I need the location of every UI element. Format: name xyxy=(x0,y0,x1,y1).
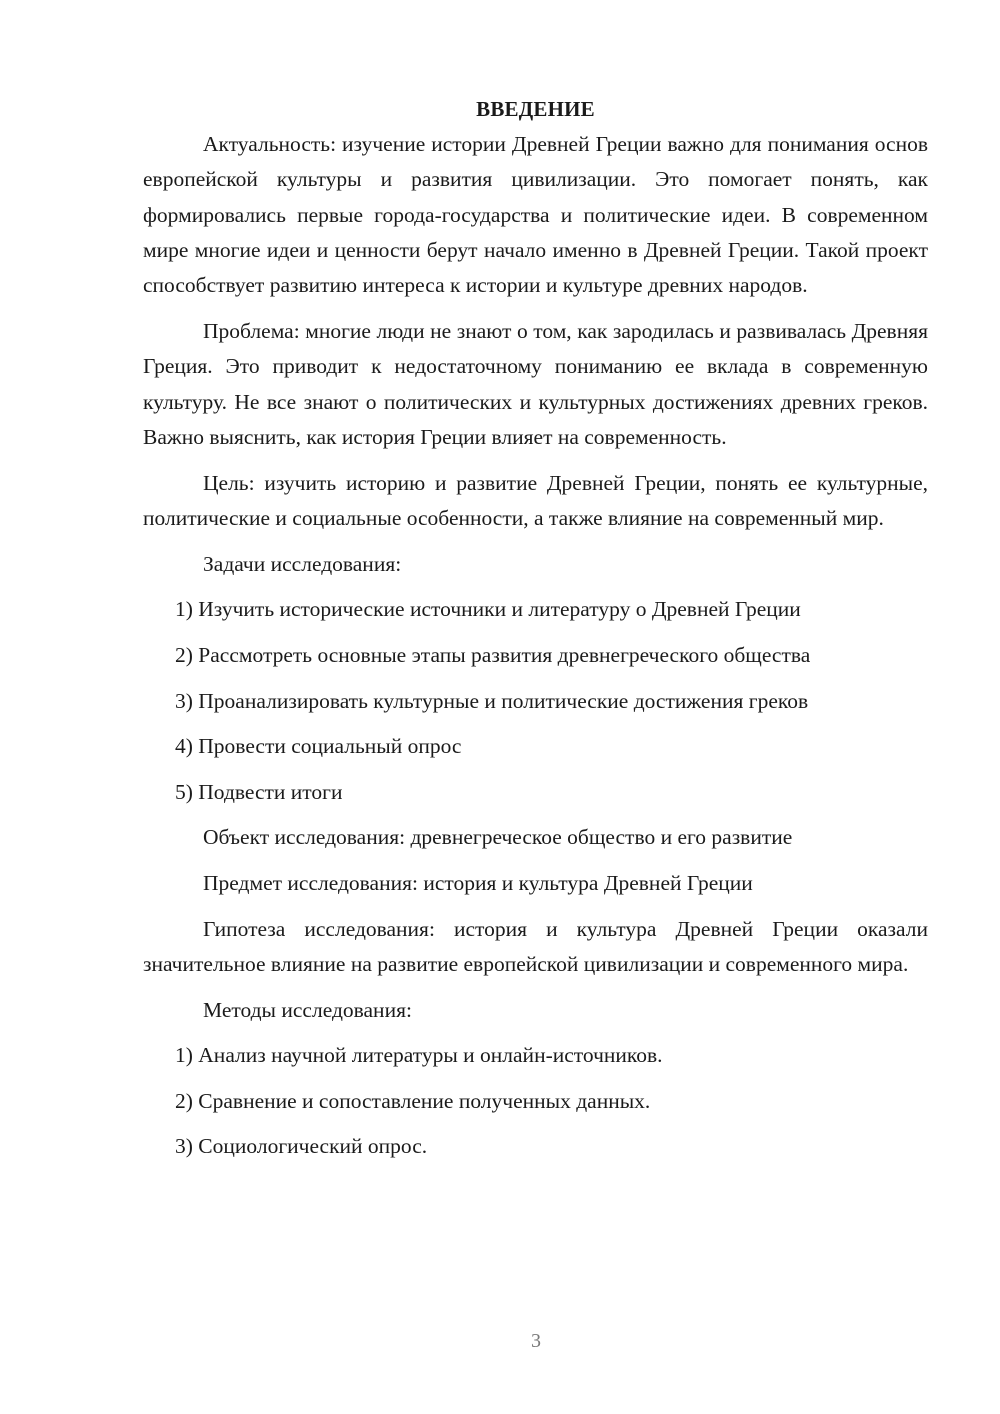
research-object: Объект исследования: древнегреческое общество и его развитие xyxy=(203,825,793,850)
task-item: 1) Изучить исторические источники и литературу о Древней Греции xyxy=(175,597,801,622)
task-item: 5) Подвести итоги xyxy=(175,779,343,804)
task-item: 4) Провести социальный опрос xyxy=(175,734,462,759)
research-subject: Предмет исследования: история и культура Древней Греции xyxy=(203,870,753,895)
method-item: 3) Социологический опрос. xyxy=(175,1134,428,1159)
section-title: ВВЕДЕНИЕ xyxy=(476,97,595,121)
hypothesis-paragraph: Гипотеза исследования: история и культура Древней Греции оказали значительное влияние на развитие европейской цивилизации и современного мира. xyxy=(143,916,928,976)
relevance-paragraph: Актуальность: изучение истории Древней Греции важно для понимания основ европейской культуры и развития цивилизации. Это помогает понять, как формировались первые города-государства и политические идеи. В современном мире многие идеи и ценности берут начало именно в Древней Греции. Такой проект способствует развитию интереса к истории и культуре древних народов. xyxy=(143,132,928,298)
goal-paragraph: Цель: изучить историю и развитие Древней Греции, понять ее культурные, политические и социальные особенности, а также влияние на современный мир. xyxy=(143,470,928,530)
problem-paragraph: Проблема: многие люди не знают о том, как зародилась и развивалась Древняя Греция. Это приводит к недостаточному пониманию ее вклада в современную культуру. Не все знают о политических и культурных достижениях древних греков. Важно выяснить, как история Греции влияет на современность. xyxy=(143,318,928,449)
method-item: 2) Сравнение и сопоставление полученных данных. xyxy=(175,1088,651,1113)
page-number: 3 xyxy=(531,1330,541,1352)
tasks-heading: Задачи исследования: xyxy=(203,551,402,576)
method-item: 1) Анализ научной литературы и онлайн-источников. xyxy=(175,1043,663,1068)
methods-heading: Методы исследования: xyxy=(203,997,412,1022)
task-item: 3) Проанализировать культурные и политические достижения греков xyxy=(175,688,809,713)
task-item: 2) Рассмотреть основные этапы развития древнегреческого общества xyxy=(175,642,811,667)
document-page xyxy=(143,92,928,1175)
